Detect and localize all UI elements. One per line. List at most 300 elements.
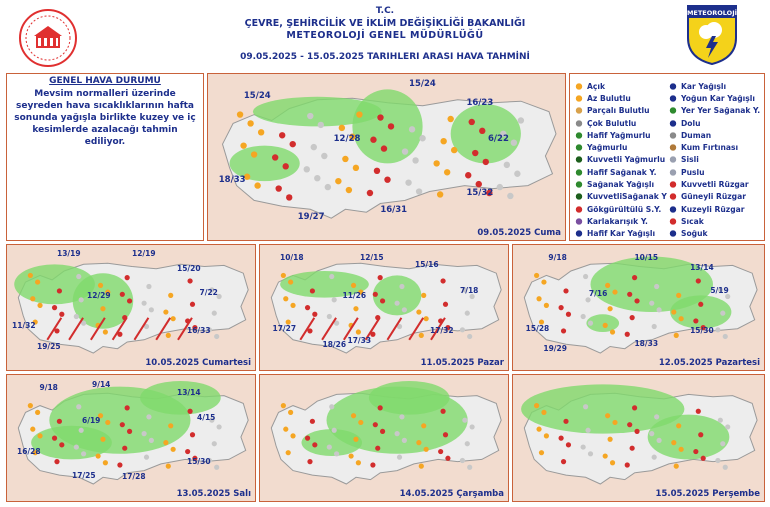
- weather-symbol: [212, 311, 217, 316]
- weather-symbol: [541, 410, 546, 415]
- weather-symbol: [443, 302, 448, 307]
- weather-symbol: [723, 334, 728, 339]
- weather-symbol: [627, 292, 632, 297]
- weather-symbol: [142, 301, 147, 306]
- weather-symbol: [288, 279, 293, 284]
- weather-symbol: [634, 429, 639, 434]
- meteorology-logo-text: METEOROLOJİ: [686, 9, 738, 17]
- weather-symbol: [470, 424, 475, 429]
- weather-symbol: [166, 464, 171, 469]
- weather-symbol: [581, 444, 586, 449]
- weather-symbol: [671, 440, 676, 445]
- weather-symbol: [353, 437, 358, 442]
- weather-symbol: [583, 274, 588, 279]
- legend-label: Kuzeyli Rüzgar: [681, 204, 745, 214]
- legend-item: [668, 191, 760, 203]
- weather-symbol: [585, 428, 590, 433]
- weather-symbol: [544, 303, 549, 308]
- legend-column-1: [574, 80, 667, 240]
- weather-symbol: [433, 160, 439, 166]
- weather-symbol: [30, 296, 35, 301]
- weather-symbol: [30, 427, 35, 432]
- temperature-label: 10/18: [280, 252, 304, 262]
- weather-symbol-icon: [574, 205, 584, 214]
- weather-symbol: [514, 171, 520, 177]
- temperature-label: 10/15: [634, 252, 659, 262]
- weather-symbol: [275, 185, 281, 191]
- weather-symbol-icon: [574, 192, 584, 201]
- weather-symbol: [632, 405, 637, 410]
- temperature-label: 17/32: [430, 326, 454, 336]
- weather-symbol: [627, 422, 632, 427]
- weather-symbol: [632, 275, 637, 280]
- summary-text: Mevsim normalleri üzerinde seyreden hava sıcaklıklarının hafta sonunda yağışla birlikte kuzey ve iç kesimlerde azalacağı tahmin ediliyor.: [14, 89, 196, 147]
- legend-item: [668, 141, 760, 153]
- weather-symbol: [583, 404, 588, 409]
- weather-symbol: [566, 442, 571, 447]
- legend-item: [668, 228, 760, 240]
- weather-symbol: [438, 449, 443, 454]
- weather-symbol: [103, 329, 108, 334]
- temperature-label: 15/32: [466, 188, 494, 199]
- weather-symbol: [671, 309, 676, 314]
- weather-symbol: [127, 298, 132, 303]
- temperature-label: 13/14: [690, 262, 714, 272]
- weather-symbol: [279, 132, 285, 138]
- weather-symbol: [725, 424, 730, 429]
- turkey-map: [7, 245, 256, 371]
- legend-label: Yoğun Kar Yağışlı: [681, 93, 755, 103]
- temperature-label: 15/24: [409, 79, 436, 90]
- weather-symbol: [588, 321, 593, 326]
- weather-symbol: [54, 459, 59, 464]
- legend-column-2: [668, 80, 760, 240]
- weather-symbol-icon: [574, 229, 584, 238]
- weather-symbol: [311, 144, 317, 150]
- ministry-name: ÇEVRE, ŞEHİRCİLİK VE İKLİM DEĞİŞİKLİĞİ BAKANLIĞI: [244, 18, 526, 29]
- temperature-label: 7/18: [460, 285, 479, 295]
- weather-symbol: [384, 176, 390, 182]
- weather-symbol: [465, 441, 470, 446]
- legend-item: [574, 178, 667, 190]
- weather-symbol: [346, 187, 352, 193]
- weather-symbol: [329, 404, 334, 409]
- weather-symbol: [185, 449, 190, 454]
- weather-symbol: [605, 283, 610, 288]
- weather-symbol-icon: [574, 82, 584, 91]
- weather-symbol: [399, 284, 404, 289]
- weather-symbol-icon: [668, 94, 678, 103]
- legend-item: [668, 92, 760, 104]
- weather-symbol: [588, 451, 593, 456]
- weather-symbol-icon: [668, 192, 678, 201]
- weather-symbol-icon: [668, 119, 678, 128]
- map-day-label: 15.05.2025 Perşembe: [655, 489, 760, 499]
- weather-symbol: [321, 153, 327, 159]
- weather-symbol: [217, 424, 222, 429]
- legend-label: Soğuk: [681, 229, 708, 239]
- weather-symbol: [283, 163, 289, 169]
- legend-item: [668, 117, 760, 129]
- temperature-label: 17/25: [72, 471, 96, 480]
- forecast-map-panel: [512, 244, 765, 371]
- weather-symbol-icon: [668, 155, 678, 164]
- weather-symbol-icon: [668, 168, 678, 177]
- temperature-label: 15/20: [177, 264, 201, 274]
- weather-symbol-icon: [668, 180, 678, 189]
- weather-symbol: [630, 315, 635, 320]
- weather-symbol: [339, 125, 345, 131]
- weather-symbol: [52, 305, 57, 310]
- weather-symbol: [212, 441, 217, 446]
- weather-symbol: [612, 289, 617, 294]
- legend-label: Sağanak Yağışlı: [587, 180, 655, 190]
- weather-symbol: [305, 436, 310, 441]
- weather-symbol: [421, 423, 426, 428]
- weather-symbol: [318, 122, 324, 128]
- weather-symbol: [536, 296, 541, 301]
- forecast-period-title: 09.05.2025 - 15.05.2025 TARIHLERI ARASI HAVA TAHMİNİ: [240, 52, 530, 62]
- weather-symbol: [405, 179, 411, 185]
- weather-symbol: [125, 405, 130, 410]
- weather-symbol: [483, 159, 489, 165]
- weather-symbol: [563, 419, 568, 424]
- weather-symbol: [402, 307, 407, 312]
- weather-symbol: [612, 420, 617, 425]
- temperature-label: 12/15: [360, 252, 384, 262]
- rain-area: [140, 381, 221, 415]
- weather-symbol: [283, 296, 288, 301]
- weather-symbol: [375, 446, 380, 451]
- legend-label: Kum Fırtınası: [681, 143, 739, 153]
- weather-symbol: [497, 184, 503, 190]
- legend-label: Karlakarışık Y.: [587, 216, 648, 226]
- weather-symbol: [649, 301, 654, 306]
- weather-symbol: [654, 284, 659, 289]
- legend-item: [668, 166, 760, 178]
- rain-area: [451, 104, 521, 163]
- temperature-label: 12/19: [132, 248, 156, 258]
- weather-symbol: [214, 465, 219, 470]
- weather-symbol: [559, 305, 564, 310]
- weather-symbol: [657, 438, 662, 443]
- weather-symbol: [610, 460, 615, 465]
- weather-symbol: [539, 450, 544, 455]
- weather-symbol: [351, 283, 356, 288]
- legend-item: [574, 166, 667, 178]
- weather-symbol-icon: [574, 217, 584, 226]
- weather-symbol: [419, 135, 425, 141]
- directorate-name: METEOROLOJİ GENEL MÜDÜRLÜĞÜ: [286, 30, 484, 41]
- weather-symbol-icon: [574, 143, 584, 152]
- weather-symbol: [290, 141, 296, 147]
- temperature-label: 16/31: [380, 205, 408, 216]
- temperature-label: 15/16: [415, 260, 439, 270]
- weather-symbol: [723, 465, 728, 470]
- legend-item: [668, 178, 760, 190]
- weather-symbol: [57, 419, 62, 424]
- weather-symbol: [281, 273, 286, 278]
- legend-label: Yağmurlu: [587, 143, 628, 153]
- weather-symbol: [251, 151, 257, 157]
- weather-symbol: [378, 275, 383, 280]
- weather-symbol: [397, 455, 402, 460]
- weather-symbol: [381, 145, 387, 151]
- legend-label: Parçalı Bulutlu: [587, 106, 650, 116]
- weather-symbol: [679, 316, 684, 321]
- weather-symbol: [370, 137, 376, 143]
- weather-symbol: [654, 414, 659, 419]
- legend-label: Kuvvetli Rüzgar: [681, 180, 749, 190]
- weather-symbol: [52, 436, 57, 441]
- forecast-map-panel: [259, 244, 509, 371]
- weather-symbol: [541, 279, 546, 284]
- map-day-label: 10.05.2025 Cumartesi: [145, 358, 251, 368]
- temperature-label: 13/14: [177, 387, 201, 397]
- weather-symbol: [190, 302, 195, 307]
- weather-symbol: [696, 409, 701, 414]
- weather-symbol: [720, 311, 725, 316]
- weather-symbol: [437, 191, 443, 197]
- weather-symbol: [353, 306, 358, 311]
- weather-symbol: [286, 194, 292, 200]
- weather-symbol: [356, 329, 361, 334]
- weather-symbol: [187, 278, 192, 283]
- weather-symbol: [290, 433, 295, 438]
- weather-symbol: [281, 403, 286, 408]
- weather-symbol: [35, 410, 40, 415]
- temperature-label: 12/29: [87, 290, 111, 300]
- legend-item: [574, 203, 667, 215]
- weather-symbol: [451, 147, 457, 153]
- weather-symbol: [395, 431, 400, 436]
- temperature-label: 19/27: [297, 211, 325, 222]
- weather-symbol: [187, 409, 192, 414]
- rain-area: [373, 275, 421, 315]
- weather-symbol: [534, 273, 539, 278]
- weather-symbol: [272, 154, 278, 160]
- legend-item: [574, 191, 667, 203]
- weather-symbol: [440, 138, 446, 144]
- weather-symbol: [307, 113, 313, 119]
- legend-label: Hafif Yağmurlu: [587, 130, 651, 140]
- weather-symbol: [472, 150, 478, 156]
- weather-symbol: [467, 465, 472, 470]
- weather-symbol: [603, 323, 608, 328]
- weather-symbol-icon: [574, 155, 584, 164]
- weather-symbol: [283, 427, 288, 432]
- weather-symbol: [286, 450, 291, 455]
- weather-symbol: [444, 169, 450, 175]
- weather-symbol: [258, 129, 264, 135]
- weather-symbol: [314, 175, 320, 181]
- weather-symbol: [125, 275, 130, 280]
- weather-symbol: [701, 456, 706, 461]
- weather-symbol: [518, 117, 524, 123]
- temperature-label: 18/33: [634, 338, 659, 348]
- weather-symbol: [96, 453, 101, 458]
- temperature-label: 11/26: [342, 290, 367, 300]
- weather-symbol: [409, 126, 415, 132]
- weather-symbol: [377, 114, 383, 120]
- weather-symbol-icon: [574, 94, 584, 103]
- weather-symbol: [98, 283, 103, 288]
- weather-symbol: [59, 442, 64, 447]
- temperature-label: 7/16: [588, 289, 608, 299]
- weather-symbol: [144, 455, 149, 460]
- legend-label: Açık: [587, 81, 606, 91]
- weather-symbol: [120, 422, 125, 427]
- weather-symbol: [307, 459, 312, 464]
- temperature-label: 19/29: [543, 344, 567, 354]
- weather-symbol: [28, 273, 33, 278]
- header: [0, 0, 770, 68]
- weather-symbol: [332, 297, 337, 302]
- legend-item: [574, 154, 667, 166]
- weather-symbol: [507, 193, 513, 199]
- legend-item: [574, 105, 667, 117]
- header-line-1: T.C.: [375, 6, 395, 16]
- weather-symbol: [356, 460, 361, 465]
- weather-symbol-icon: [574, 131, 584, 140]
- weather-symbol: [634, 298, 639, 303]
- weather-symbol: [443, 432, 448, 437]
- weather-symbol: [715, 327, 720, 332]
- weather-symbol: [310, 419, 315, 424]
- weather-symbol: [470, 294, 475, 299]
- weather-symbol: [370, 462, 375, 467]
- weather-symbol: [146, 414, 151, 419]
- weather-symbol-icon: [668, 131, 678, 140]
- weather-symbol: [335, 178, 341, 184]
- legend-item: [574, 215, 667, 227]
- weather-symbol: [657, 307, 662, 312]
- meteorology-logo-icon: [686, 4, 738, 66]
- weather-symbol-icon: [668, 229, 678, 238]
- weather-symbol: [332, 428, 337, 433]
- weather-symbol: [649, 431, 654, 436]
- weather-symbol: [103, 460, 108, 465]
- weather-symbol: [652, 455, 657, 460]
- legend-label: Çok Bulutlu: [587, 118, 637, 128]
- temperature-label: 5/19: [710, 285, 729, 295]
- weather-symbol: [676, 293, 681, 298]
- weather-symbol: [349, 453, 354, 458]
- weather-symbol: [563, 288, 568, 293]
- temperature-label: 18/26: [322, 340, 347, 350]
- weather-symbol: [693, 318, 698, 323]
- weather-symbol: [625, 332, 630, 337]
- weather-symbol: [460, 458, 465, 463]
- weather-symbol: [312, 442, 317, 447]
- weather-symbol: [605, 413, 610, 418]
- weather-symbol: [247, 120, 253, 126]
- weather-symbol: [171, 447, 176, 452]
- weather-symbol: [254, 182, 260, 188]
- weather-symbol: [76, 404, 81, 409]
- temperature-label: 6/19: [82, 415, 101, 425]
- legend-label: Yer Yer Sağanak Y.: [681, 106, 761, 116]
- weather-symbol-icon: [668, 217, 678, 226]
- temperature-label: 9/18: [39, 382, 58, 392]
- legend-label: Hafif Sağanak Y.: [587, 167, 657, 177]
- weather-symbol: [679, 447, 684, 452]
- turkey-map: [260, 245, 509, 371]
- weather-symbol: [166, 333, 171, 338]
- weather-symbol: [440, 278, 445, 283]
- weather-symbol: [190, 432, 195, 437]
- temperature-label: 11/32: [12, 321, 36, 331]
- forecast-map-panel: [207, 73, 566, 241]
- weather-symbol: [378, 405, 383, 410]
- weather-symbol: [465, 311, 470, 316]
- weather-symbol: [149, 307, 154, 312]
- weather-symbol: [676, 423, 681, 428]
- legend-item: [574, 117, 667, 129]
- weather-symbol: [149, 438, 154, 443]
- legend-label: Gökgürültülü S.Y.: [587, 204, 662, 214]
- weather-symbol: [608, 437, 613, 442]
- weather-symbol: [353, 165, 359, 171]
- legend-item: [668, 129, 760, 141]
- weather-symbol: [467, 334, 472, 339]
- legend-label: Sisli: [681, 155, 699, 165]
- weather-symbol: [81, 451, 86, 456]
- weather-symbol: [76, 274, 81, 279]
- temperature-label: 17/28: [122, 472, 146, 482]
- legend-label: Kar Yağışlı: [681, 81, 727, 91]
- temperature-label: 18/33: [218, 174, 246, 185]
- weather-symbol: [127, 429, 132, 434]
- weather-symbol: [79, 428, 84, 433]
- turkey-map: [260, 375, 509, 502]
- legend-item: [668, 105, 760, 117]
- legend-item: [574, 228, 667, 240]
- weather-symbol: [74, 314, 79, 319]
- weather-symbol: [288, 410, 293, 415]
- weather-symbol-icon: [574, 180, 584, 189]
- legend-label: Puslu: [681, 167, 705, 177]
- temperature-label: 17/27: [272, 323, 297, 333]
- weather-symbol: [416, 188, 422, 194]
- weather-symbol: [327, 444, 332, 449]
- temperature-label: 9/18: [548, 252, 567, 262]
- weather-symbol: [561, 459, 566, 464]
- weather-symbol: [74, 444, 79, 449]
- weather-symbol: [395, 301, 400, 306]
- legend-label: KuvvetliSağanak Y: [587, 192, 667, 202]
- weather-symbol: [356, 111, 362, 117]
- summary-title: GENEL HAVA DURUMU: [49, 76, 161, 86]
- weather-symbol: [310, 288, 315, 293]
- weather-symbol: [35, 279, 40, 284]
- map-day-label: 11.05.2025 Pazar: [420, 358, 504, 368]
- weather-symbol: [100, 306, 105, 311]
- turkey-map: [7, 375, 256, 502]
- forecast-map-panel: [259, 374, 509, 502]
- weather-symbol: [142, 431, 147, 436]
- weather-symbol: [416, 440, 421, 445]
- weather-symbol: [465, 172, 471, 178]
- forecast-map-panel: [6, 244, 256, 371]
- weather-symbol: [460, 327, 465, 332]
- weather-symbol: [373, 422, 378, 427]
- weather-symbol: [440, 409, 445, 414]
- weather-symbol: [534, 403, 539, 408]
- weather-symbol: [342, 156, 348, 162]
- weather-symbol: [380, 298, 385, 303]
- general-weather-summary: [6, 73, 204, 241]
